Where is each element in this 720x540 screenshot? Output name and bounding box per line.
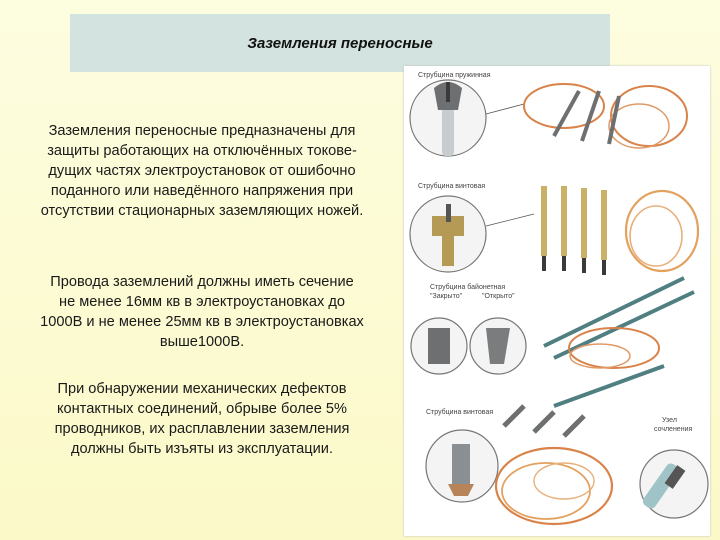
caption-bridge-clamp: Струбцина винтовая: [426, 409, 494, 416]
caption-bayonet-clamp: Струбцина байонетная: [430, 284, 506, 291]
caption-joint-node: Узел: [662, 417, 677, 424]
paragraph-wire-section: Провода заземлений должны иметь сечение не менее 16мм кв в электроустановках до 1000В и не менее 25мм кв в электроустановках выше1000В.: [40, 274, 364, 350]
bayonet-rod-set: [544, 278, 694, 368]
title-bar: [70, 14, 610, 72]
bayonet-clamp-closed: [411, 318, 467, 374]
spring-clamp-set: [524, 84, 687, 148]
screw-clamp-detail: [410, 196, 486, 272]
insulating-rod: [554, 366, 664, 406]
bayonet-clamp-open: [470, 318, 526, 374]
joint-node-detail: [640, 450, 708, 518]
slide-title: Заземления переносные: [247, 34, 433, 52]
caption-spring-clamp: Струбцина пружинная: [418, 72, 491, 79]
bridge-clamp-set: [496, 406, 612, 524]
caption-closed: "Закрыто": [430, 293, 463, 300]
caption-screw-clamp: Струбцина винтовая: [418, 183, 486, 190]
bridge-clamp-detail: [426, 430, 498, 502]
paragraph-purpose: Заземления переносные предназначены для защиты работающих на отключённых токове- дущих частях электроустановок от ошибочно поданного или наведённого напряжения при отсутствии стационарных заземляющих ножей.: [40, 123, 364, 219]
caption-open: "Открыто": [482, 293, 515, 300]
screw-clamp-set: [544, 186, 698, 275]
grounding-devices-illustration: [404, 66, 710, 536]
paragraph-defects: При обнаружении механических дефектов контактных соединений, обрыве более 5% проводников, их расплавлении заземления должны быть изъяты из эксплуатации.: [54, 381, 350, 457]
illustration-svg: [404, 66, 710, 536]
spring-clamp-detail: [410, 80, 486, 156]
caption-joint-node-2: сочленения: [654, 426, 693, 433]
